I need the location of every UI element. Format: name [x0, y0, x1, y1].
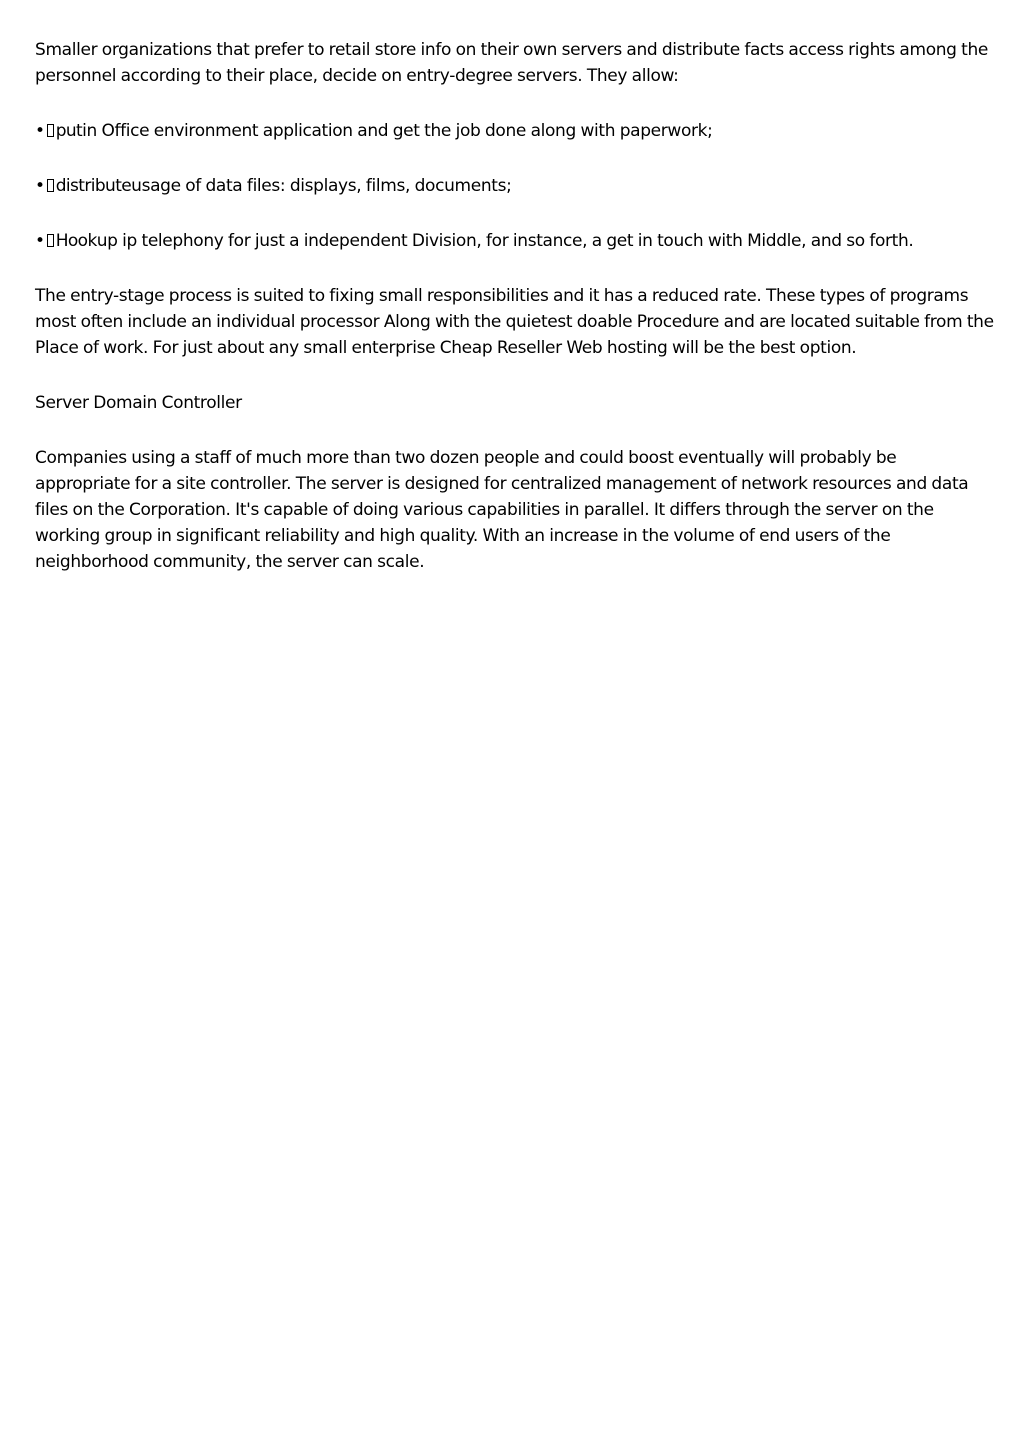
bullet-text: in Office environment application and get the job done along with paperwork;	[82, 121, 713, 141]
missing-glyph-icon	[47, 179, 54, 192]
bullet-item-put	[35, 118, 995, 144]
bullet-item-distribute	[35, 173, 995, 199]
missing-glyph-icon	[47, 124, 54, 137]
bullet-text: up ip telephony for just a independent Division, for instance, a get in touch with Middle, and so forth.	[96, 231, 914, 251]
entry-stage-paragraph: The entry-stage process is suited to fixing small responsibilities and it has a reduced rate. These types of programs most often include an individual processor Along with the quietest doable Procedure and are located suitable from the Place of work. For just about any small enterprise Cheap Reseller Web hosting will be the best option.	[35, 286, 994, 358]
section-heading: Server Domain Controller	[35, 393, 242, 413]
bullet-dot: •	[35, 231, 45, 251]
bullet-keyword: distribute	[55, 176, 132, 196]
intro-paragraph: Smaller organizations that prefer to retail store info on their own servers and distribute facts access rights among the personnel according to their place, decide on entry-degree servers. They allow:	[35, 40, 989, 86]
bullet-text: usage of data files: displays, films, documents;	[131, 176, 512, 196]
bullet-keyword: put	[55, 121, 83, 141]
bullet-keyword: Hook	[55, 231, 97, 251]
bullet-dot: •	[35, 176, 45, 196]
bullet-item-hook	[35, 228, 995, 254]
document-body	[35, 37, 995, 604]
companies-paragraph: Companies using a staff of much more than two dozen people and could boost eventually will probably be appropriate for a site controller. The server is designed for centralized management of network resources and data files on the Corporation. It's capable of doing various capabilities in parallel. It differs through the server on the working group in significant reliability and high quality. With an increase in the volume of end users of the neighborhood community, the server can scale.	[35, 448, 969, 572]
bullet-dot: •	[35, 121, 45, 141]
missing-glyph-icon	[47, 234, 54, 247]
